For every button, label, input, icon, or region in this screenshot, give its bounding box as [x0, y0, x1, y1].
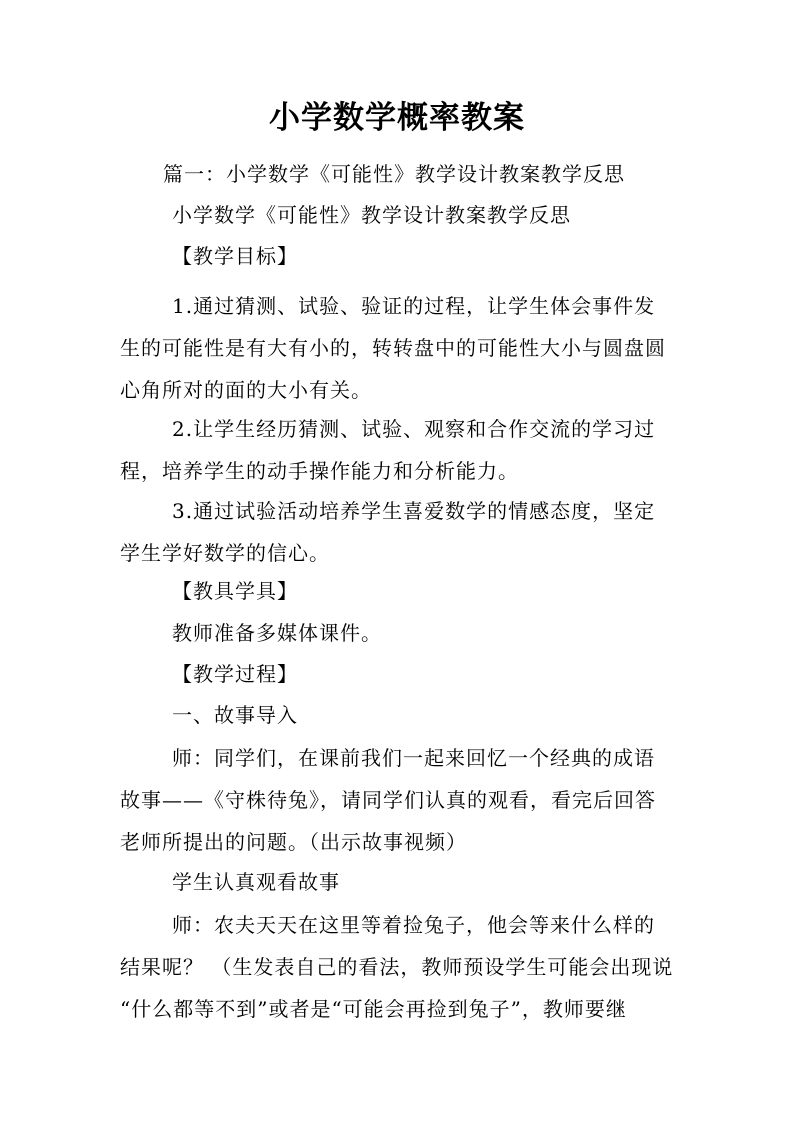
- goal-paragraph-2: [120, 408, 676, 492]
- paragraph-line: 3.通过试验活动培养学生喜爱数学的情感态度，坚定: [172, 499, 656, 523]
- article-subtitle: 篇一：小学数学《可能性》教学设计教案教学反思: [163, 162, 625, 186]
- paragraph-line: 结果呢？ （生发表自己的看法，教师预设学生可能会出现说: [120, 955, 674, 979]
- teacher-paragraph-2: [120, 904, 676, 1030]
- paragraph-line: 故事——《守株待兔》，请同学们认真的观看，看完后回答: [120, 788, 656, 812]
- paragraph-line: 1.通过猜测、试验、验证的过程，让学生体会事件发: [172, 294, 656, 318]
- paragraph-line: 生的可能性是有大有小的，转转盘中的可能性大小与圆盘圆: [120, 336, 666, 360]
- paragraph-line: 师：农夫天天在这里等着捡兔子，他会等来什么样的: [172, 913, 655, 937]
- paragraph-line: 师：同学们，在课前我们一起来回忆一个经典的成语: [172, 746, 655, 770]
- teacher-paragraph-1: [120, 737, 676, 863]
- paragraph-line: 程，培养学生的动手操作能力和分析能力。: [120, 459, 519, 483]
- goal-paragraph-3: [120, 490, 676, 574]
- goal-paragraph-1: [120, 285, 676, 411]
- section-heading-tools: 【教具学具】: [172, 579, 298, 603]
- document-title: 小学数学概率教案: [269, 100, 525, 136]
- paragraph-line: “什么都等不到”或者是“可能会再捡到兔子”，教师要继: [120, 997, 627, 1021]
- article-heading: 小学数学《可能性》教学设计教案教学反思: [172, 203, 571, 227]
- tools-text: 教师准备多媒体课件。: [172, 621, 382, 645]
- paragraph-line: 2.让学生经历猜测、试验、观察和合作交流的学习过: [172, 417, 656, 441]
- section-heading-process: 【教学过程】: [172, 662, 298, 686]
- paragraph-line: 老师所提出的问题。（出示故事视频）: [120, 830, 467, 854]
- part-title-story-intro: 一、故事导入: [172, 703, 298, 727]
- paragraph-line: 学生学好数学的信心。: [120, 541, 330, 565]
- paragraph-line: 心角所对的面的大小有关。: [120, 378, 372, 402]
- student-activity-text: 学生认真观看故事: [172, 870, 340, 894]
- section-heading-goals: 【教学目标】: [172, 244, 298, 268]
